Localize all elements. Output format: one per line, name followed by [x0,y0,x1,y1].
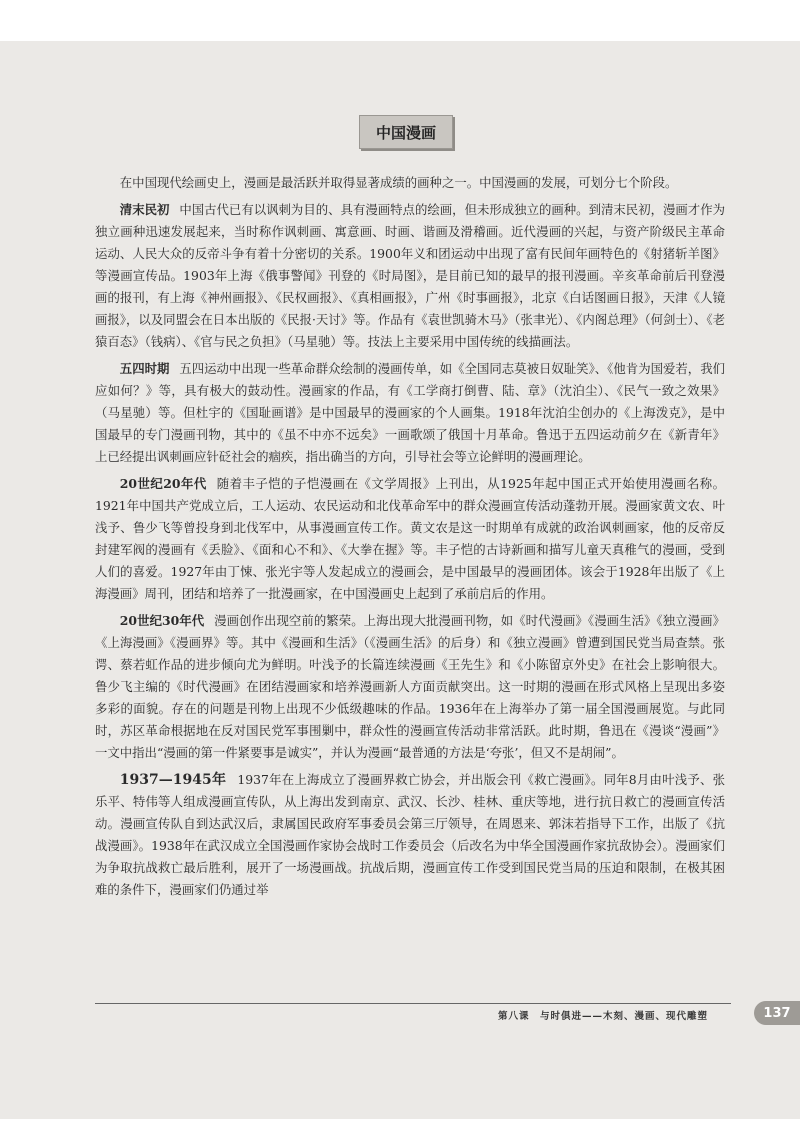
footer-chapter-title: 第八课 与时俱进——木刻、漫画、现代雕塑 [497,1011,708,1022]
paragraph-text: 随着丰子恺的子恺漫画在《文学周报》上刊出，从1925年起中国正式开始使用漫画名称。1921年中国共产党成立后，工人运动、农民运动和北伐革命军中的群众漫画宣传活动蓬勃开展。漫画家黄文农、叶浅予、鲁少飞等曾投身到北伐军中，从事漫画宣传工作。黄文农是这一时期单有成就的政治讽刺画家，他的反帝反封建军阀的漫画有《丢脸》、《面和心不和》、《大拳在握》等。丰子恺的古诗新画和描写儿童天真稚气的漫画，受到人们的喜爱。1927年由丁悚、张光宇等人发起成立的漫画会，是中国最早的漫画团体。该会于1928年出版了《上海漫画》周刊，团结和培养了一批漫画家，在中国漫画史上起到了承前启后的作用。 [95,476,725,601]
paragraph-1937-1945 [95,769,725,901]
article-body [95,172,725,906]
page-footer [95,1003,800,1027]
period-heading: 五四时期 [119,361,170,376]
paragraph-1930s [95,610,725,764]
footer-divider [95,1003,731,1004]
paragraph-1920s [95,473,725,605]
intro-paragraph: 在中国现代绘画史上，漫画是最活跃并取得显著成绩的画种之一。中国漫画的发展，可划分七个阶段。 [119,175,678,190]
period-heading: 1937—1945年 [119,772,227,788]
paragraph-text: 漫画创作出现空前的繁荣。上海出现大批漫画刊物，如《时代漫画》《漫画生活》《独立漫画》《上海漫画》《漫画界》等。其中《漫画和生活》（《漫画生活》的后身）和《独立漫画》曾遭到国民党当局查禁。张谔、蔡若虹作品的进步倾向尤为鲜明。叶浅予的长篇连续漫画《王先生》和《小陈留京外史》在社会上影响很大。鲁少飞主编的《时代漫画》在团结漫画家和培养漫画新人方面贡献突出。这一时期的漫画在形式风格上呈现出多姿多彩的面貌。存在的问题是刊物上出现不少低级趣味的作品。1936年在上海举办了第一届全国漫画展览。与此同时，苏区革命根据地在反对国民党军事围剿中，群众性的漫画宣传活动非常活跃。此时期，鲁迅在《漫谈“漫画”》一文中指出“漫画的第一件紧要事是诚实”，并认为漫画“最普通的方法是‘夸张’，但又不是胡闹”。 [95,613,725,760]
section-title-box [359,115,453,149]
paragraph-text: 五四运动中出现一些革命群众绘制的漫画传单，如《全国同志莫被日奴耻笑》、《他肯为国爱若，我们应如何？》等，具有极大的鼓动性。漫画家的作品，有《工学商打倒曹、陆、章》（沈泊尘）、《民气一致之效果》（马星驰）等。但杜宇的《国耻画谱》是中国最早的漫画家的个人画集。1918年沈泊尘创办的《上海泼克》，是中国最早的专门漫画刊物，其中的《虽不中亦不远矣》一画歌颂了俄国十月革命。鲁迅于五四运动前夕在《新青年》上已经提出讽刺画应针砭社会的痼疾，指出确当的方向，引导社会等立论鲜明的漫画理论。 [95,361,725,464]
paragraph-text: 1937年在上海成立了漫画界救亡协会，并出版会刊《救亡漫画》。同年8月由叶浅予、张乐平、特伟等人组成漫画宣传队，从上海出发到南京、武汉、长沙、桂林、重庆等地，进行抗日救亡的漫画宣传活动。漫画宣传队自到达武汉后，隶属国民政府军事委员会第三厅领导，在周恩来、郭沫若指导下工作，出版了《抗战漫画》。1938年在武汉成立全国漫画作家协会战时工作委员会（后改名为中华全国漫画作家抗敌协会）。漫画家们为争取抗战救亡最后胜利，展开了一场漫画战。抗战后期，漫画宣传工作受到国民党当局的压迫和限制，在极其困难的条件下，漫画家们仍通过举 [95,772,725,897]
paragraph-text: 中国古代已有以讽刺为目的、具有漫画特点的绘画，但未形成独立的画种。到清末民初，漫画才作为独立画种迅速发展起来，当时称作讽刺画、寓意画、时画、谐画及滑稽画。近代漫画的兴起，与资产阶级民主革命运动、人民大众的反帝斗争有着十分密切的关系。1900年义和团运动中出现了富有民间年画特色的《射猪斩羊图》等漫画宣传品。1903年上海《俄事警闻》刊登的《时局图》，是目前已知的最早的报刊漫画。辛亥革命前后刊登漫画的报刊，有上海《神州画报》、《民权画报》、《真相画报》，广州《时事画报》，北京《白话图画日报》，天津《人镜画报》，以及同盟会在日本出版的《民报·天讨》等。作品有《袁世凯骑木马》（张聿光）、《内阁总理》（何剑士）、《老猿百态》（钱病）、《官与民之负担》（马星驰）等。技法上主要采用中国传统的线描画法。 [95,202,725,349]
page-number-tab [754,1001,800,1025]
period-heading: 清末民初 [119,202,170,217]
paragraph-wusi [95,358,725,468]
period-heading: 20世纪30年代 [119,613,205,628]
page-number: 137 [763,1005,791,1021]
paragraph-qingmo [95,199,725,353]
section-title: 中国漫画 [375,123,436,142]
period-heading: 20世纪20年代 [119,476,207,491]
